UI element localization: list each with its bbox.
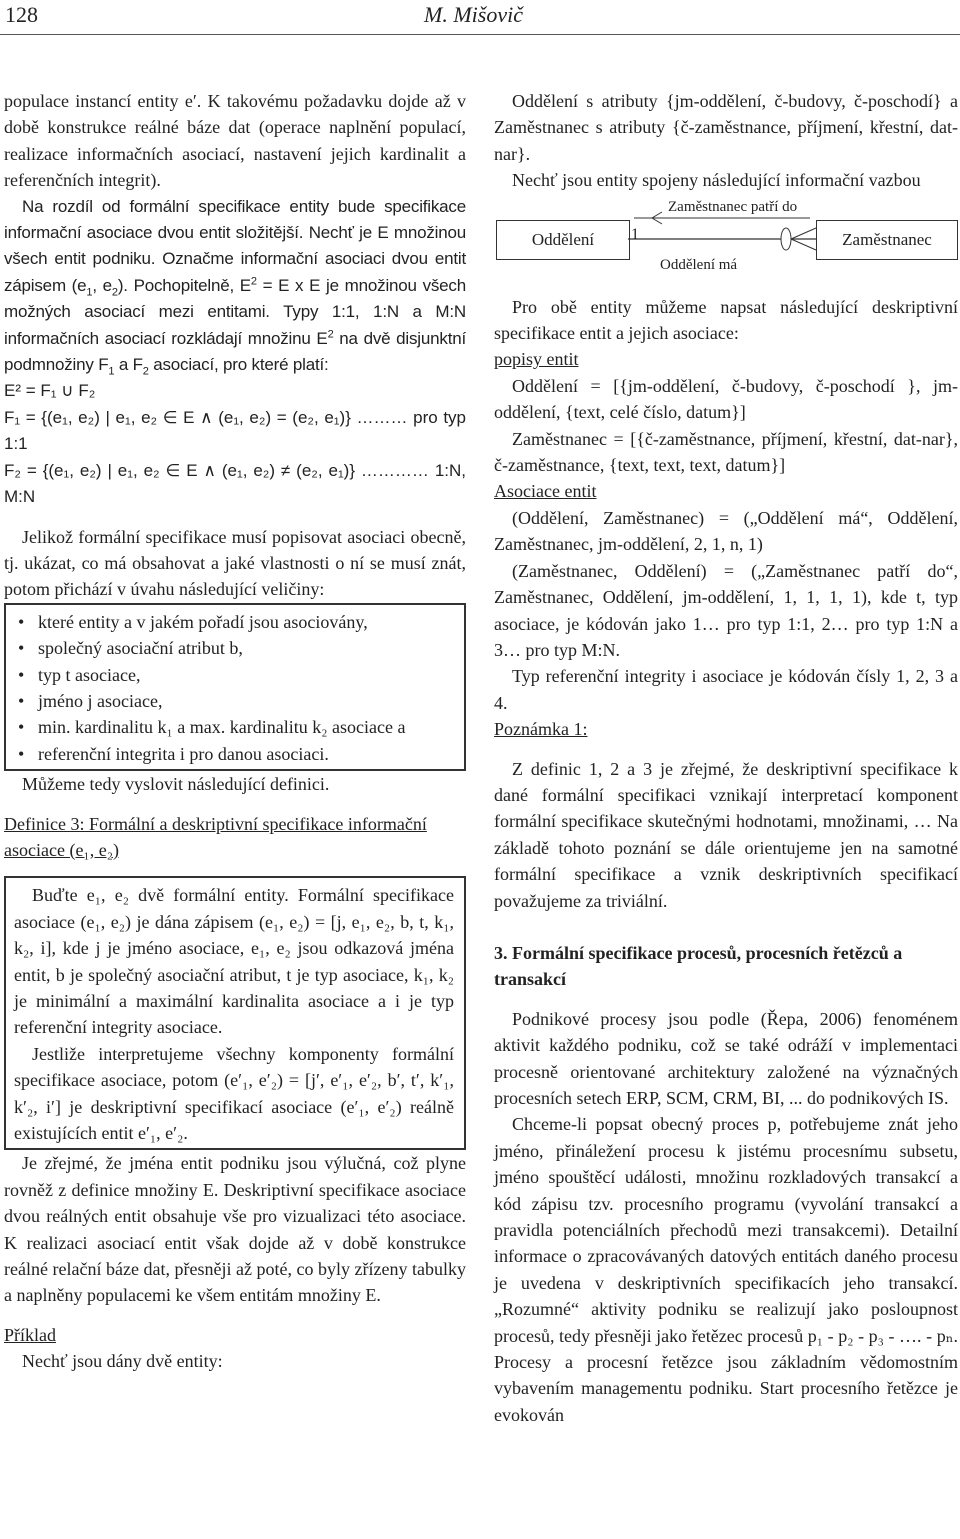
paragraph: Můžeme tedy vyslovit následující definici. (22, 774, 330, 795)
spacer (494, 914, 958, 940)
spacer (494, 743, 958, 756)
running-author: M. Mišovič (424, 2, 523, 27)
paragraph: Nechť jsou dány dvě entity: (22, 1351, 223, 1372)
text-run: a F (114, 355, 143, 375)
text-run: = E x E je množinou všech možných asociací mezi entitami. Typy 1:1, 1:N a M:N informačních asociací rozkládají množinu E (4, 275, 466, 348)
paragraph: Oddělení s atributy {jm-oddělení, č-budovy, č-poschodí} a Zaměstnanec s atributy {č-zaměstnance, příjmení, křestní, dat-nar}. (494, 91, 958, 164)
list-item: • min. kardinalitu k₁ a max. kardinalitu k₂ asociace a (14, 714, 454, 740)
paragraph: Chceme-li popsat obecný proces p, potřebujeme znát jeho jméno, přináležení procesu k jistému procesnímu subsetu, jméno spouštěcí události, množinu rozkladových transakcí a kód zápisu tzv. procesního programu (vyvolání transakcí a pravidla potenciálních přechodů mezi transakcemi). Detailní informace o zpracovávaných datových entitách daného procesu je uvedena v deskriptivních specifikacích jeho transakcí. „Rozumné“ aktivity podniku se realizují jako posloupnost procesů, tedy přesněji jako řetězec procesů p₁ - p₂ - p₃ - …. - pₙ. Procesy a procesní řetězce jsou základním vědomostním vybavením managementu podniku. Start procesního řetězce je evokován (494, 1114, 958, 1425)
paragraph: (Oddělení, Zaměstnanec) = („Oddělení má“, Oddělení, Zaměstnanec, jm-oddělení, 2, 1, n, 1) (494, 507, 958, 555)
spacer (4, 511, 466, 524)
bullet-box (4, 603, 466, 771)
entity-box-zamestnanec: Zaměstnanec (816, 220, 958, 260)
superscript: 2 (250, 275, 257, 288)
spacer (4, 863, 466, 876)
equation: E² = F₁ ∪ F₂ (4, 381, 96, 401)
page-number: 128 (5, 2, 38, 27)
paragraph: Jelikož formální specifikace musí popisovat asociaci obecně, tj. ukázat, co má obsahovat a jaké vlastnosti o ní se musí znát, potom přichází v úvahu následující veličiny: (4, 526, 466, 600)
subscript: 1 (108, 365, 115, 378)
definition-title: Definice 3: Formální a deskriptivní specifikace informační asociace (e₁, e₂) (4, 813, 427, 860)
cardinality-one: 1 (631, 225, 639, 243)
entity-box-oddeleni: Oddělení (496, 220, 630, 260)
list-item: • referenční integrita i pro danou asociaci. (14, 741, 454, 767)
equation: F₂ = {(e₁, e₂) | e₁, e₂ ∈ E ∧ (e₁, e₂) ≠ (e₂, e₁)} ………… 1:N, M:N (4, 460, 466, 507)
list-item: • které entity a v jakém pořadí jsou asociovány, (14, 609, 454, 635)
text-run: , e (92, 275, 112, 295)
header-rule (0, 34, 960, 35)
subheading: popisy entit (494, 349, 579, 370)
spacer (4, 798, 466, 811)
subscript: 1 (86, 286, 93, 299)
paragraph: Pro obě entity můžeme napsat následující deskriptivní specifikace entit a jejich asociace: (494, 296, 958, 344)
left-column (4, 88, 466, 1375)
spacer (494, 993, 958, 1006)
definition-text: Buďte e₁, e₂ dvě formální entity. Formální specifikace asociace (e₁, e₂) je dána zápisem (e₁, e₂) = [j, e₁, e₂, b, t, k₁, k₂, i], kde j je jméno asociace, e₁, e₂ jsou odkazová jména entit, b je společný asociační atribut, t je typ asociace, k₁, k₂ je minimální a maximální kardinalita asociace a i je typ referenční integrity asociace. (14, 885, 454, 1038)
spacer (4, 1309, 466, 1322)
definition-box (4, 876, 466, 1150)
label-top: Zaměstnanec patří do (668, 198, 798, 215)
paragraph: Typ referenční integrity i asociace je kódován čísly 1, 2, 3 a 4. (494, 666, 958, 713)
equation: F₁ = {(e₁, e₂) | e₁, e₂ ∈ E ∧ (e₁, e₂) = (e₂, e₁)} ……… pro typ 1:1 (4, 407, 466, 454)
definition-text: Jestliže interpretujeme všechny komponenty formální specifikace asociace, potom (e′₁, e′₂) = [j′, e′₁, e′₂, b′, t′, k′₁, k′₂, i′] je deskriptivní specifikací asociace (e′₁, e′₂) reálně existujících entit e′₁, e′₂. (14, 1043, 454, 1144)
example-heading: Příklad (4, 1324, 56, 1345)
superscript: 2 (327, 328, 334, 340)
bullet-list (14, 609, 454, 767)
subscript: 2 (111, 286, 118, 299)
subheading: Asociace entit (494, 481, 597, 502)
paragraph: Z definic 1, 2 a 3 je zřejmé, že deskriptivní specifikace k dané formální specifikaci vznikají interpretací komponent formální specifikace skutečnými hodnotami, množinami, … Na základě tohoto poznání se dále orientujeme jen na samotné formální specifikace a vznik deskriptivních specifikací považujeme za triviální. (494, 758, 958, 911)
subheading: Poznámka 1: (494, 719, 588, 740)
right-column (494, 88, 958, 1428)
page-header (0, 0, 960, 30)
list-item: • jméno j asociace, (14, 688, 454, 714)
paragraph: Podnikové procesy jsou podle (Řepa, 2006) fenoménem aktivit každého podniku, což se také odráží v implementaci procesně orientované architektury založené na význačných procesních setech ERP, SCM, CRM, BI, ... do podnikových IS. (494, 1008, 958, 1108)
paragraph: populace instancí entity e′. K takovému požadavku dojde až v době konstrukce reálné báze dat (operace naplnění populací, realizace informačních asociací, nastavení jejich kardinalit a referenčních integrit). (4, 91, 466, 191)
text-run: asociací, pro které platí: (148, 355, 329, 375)
er-diagram (494, 194, 958, 294)
text-run: na dvě disjunktní podmnožiny F (4, 328, 466, 375)
paragraph: Je zřejmé, že jména entit podniku jsou výlučná, což plyne rovněž z definice množiny E. Deskriptivní specifikace asociace dvou reálných entit obsahuje vše pro vizualizaci této asociace. K realizaci asociací entit však dojde až v době konstrukce reálné relační báze dat, přesněji až poté, co byly zřízeny tabulky a naplněny populacemi ke všem entitám množiny E. (4, 1153, 466, 1306)
text-run: Na rozdíl od formální specifikace entity bude specifikace informační asociace dvou entit složitější. Nechť je E množinou všech entit podniku. Označme informační asociaci dvou entit zápisem (e (4, 196, 466, 295)
list-item: • typ t asociace, (14, 662, 454, 688)
paragraph (4, 194, 466, 379)
section-title: 3. Formální specifikace procesů, procesních řetězců a transakcí (494, 942, 903, 990)
paragraph: Nechť jsou entity spojeny následující informační vazbou (512, 170, 921, 191)
text-run: ). Pochopitelně, E (117, 275, 251, 295)
paragraph: Oddělení = [{jm-oddělení, č-budovy, č-poschodí }, jm-oddělení, {text, celé číslo, datum}] (494, 375, 958, 423)
list-item: • společný asociační atribut b, (14, 635, 454, 661)
paragraph: Zaměstnanec = [{č-zaměstnance, příjmení, křestní, dat-nar}, č-zaměstnance, {text, text, text, datum}] (494, 428, 958, 476)
paragraph: (Zaměstnanec, Oddělení) = („Zaměstnanec patří do“, Zaměstnanec, Oddělení, jm-oddělení, 1, 1, 1, 1), kde t, typ asociace, je kódován jako 1… pro typ 1:1, 2… pro typ 1:N a 3… pro typ M:N. (494, 560, 958, 660)
label-bottom: Oddělení má (660, 256, 738, 273)
subscript: 2 (142, 365, 149, 378)
